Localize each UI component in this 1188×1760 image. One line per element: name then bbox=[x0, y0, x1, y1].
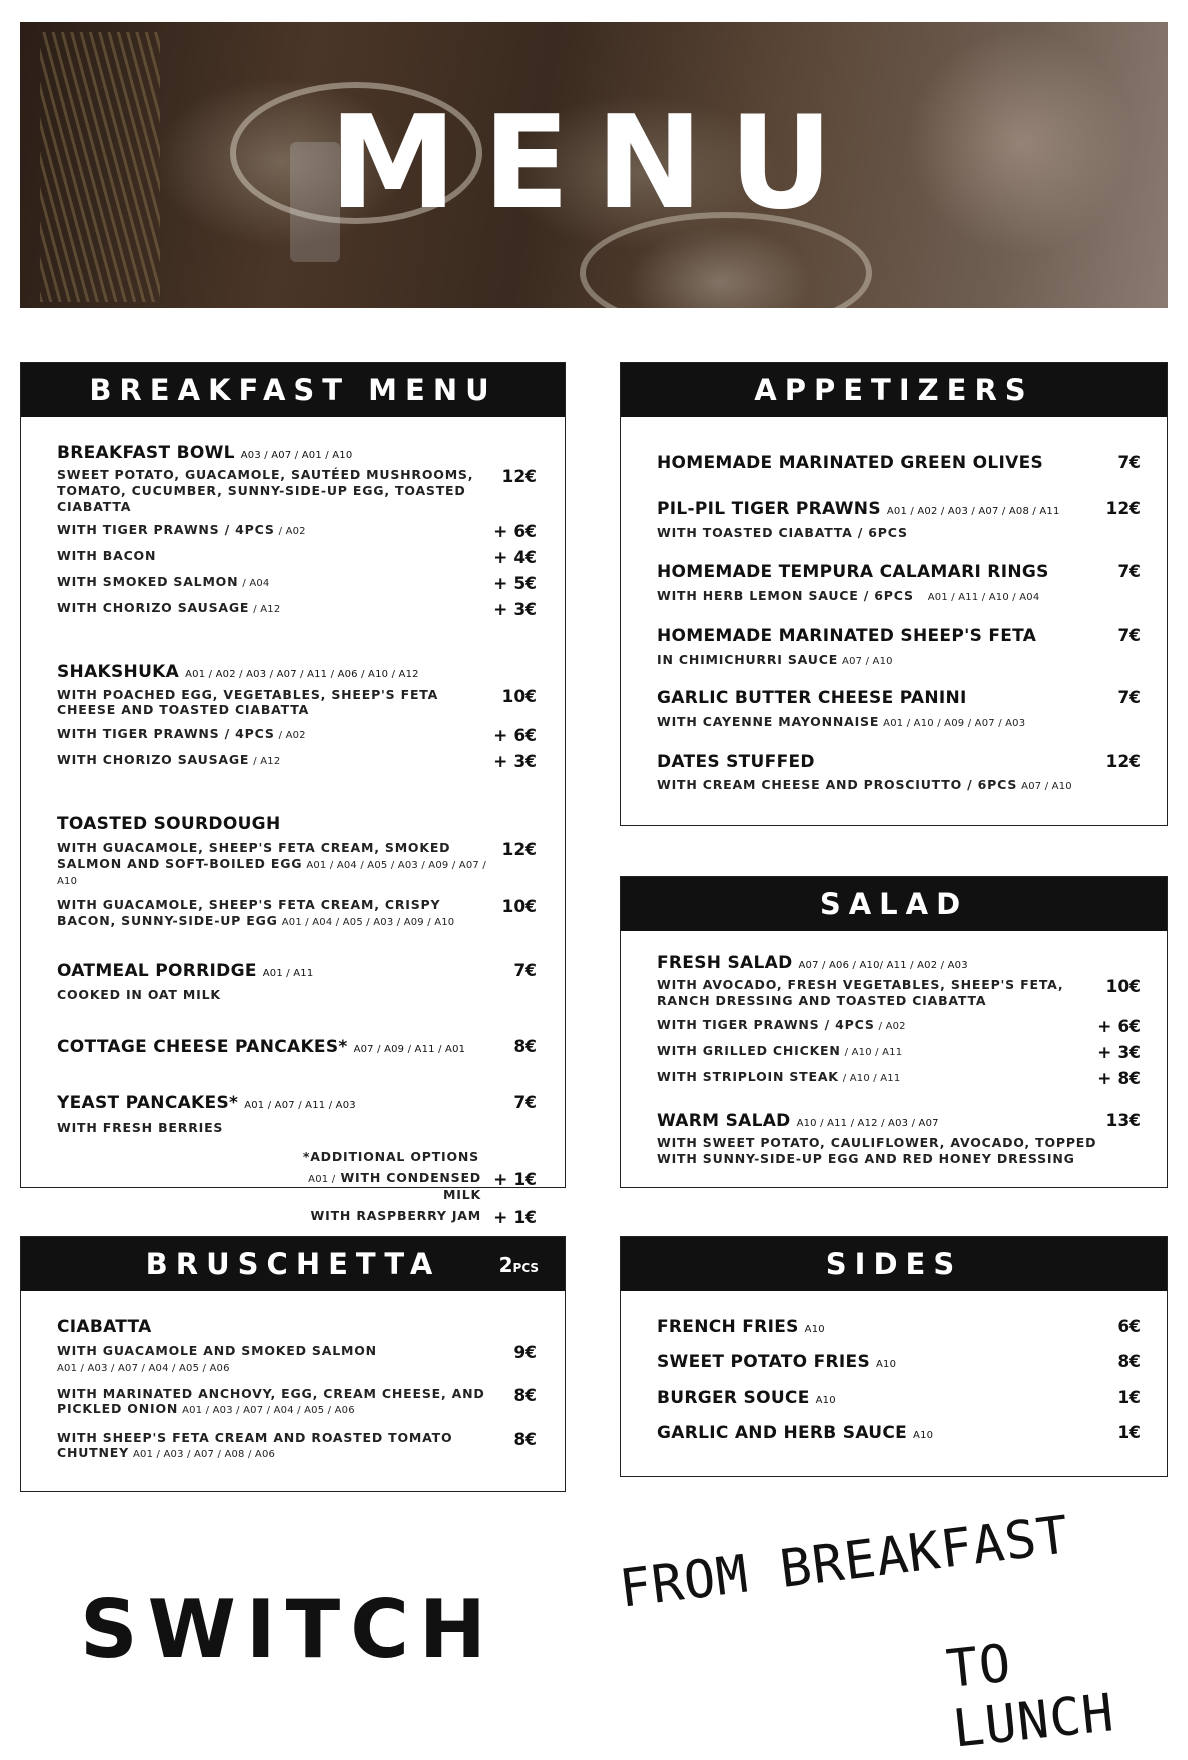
item-name: CIABATTA bbox=[57, 1317, 152, 1337]
additional-option: WITH RASPBERRY JAM bbox=[310, 1208, 481, 1224]
extra-option: WITH SMOKED SALMON / A04 bbox=[57, 574, 270, 590]
item-name: FRESH SALAD A07 / A06 / A10/ A11 / A02 / A03 bbox=[657, 953, 968, 973]
extra-price: + 3€ bbox=[493, 600, 537, 621]
menu-item bbox=[657, 1089, 1141, 1167]
item-description: WITH FRESH BERRIES bbox=[57, 1119, 224, 1135]
item-price: 10€ bbox=[1105, 977, 1141, 998]
item-name: GARLIC AND HERB SAUCE A10 bbox=[657, 1423, 934, 1444]
extra-price: + 8€ bbox=[1097, 1068, 1141, 1089]
menu-item bbox=[57, 772, 537, 929]
extra-option: WITH STRIPLOIN STEAK / A10 / A11 bbox=[657, 1068, 901, 1084]
item-description: WITH GUACAMOLE, SHEEP'S FETA CREAM, CRISPY BACON, SUNNY-SIDE-UP EGG A01 / A04 / A05 / A03 / A09 / A10 bbox=[57, 896, 455, 928]
tagline-line2: TO LUNCH bbox=[943, 1633, 1117, 1760]
extra-option: WITH GRILLED CHICKEN / A10 / A11 bbox=[657, 1042, 903, 1058]
menu-item bbox=[657, 668, 1141, 730]
item-name: YEAST PANCAKES* A01 / A07 / A11 / A03 bbox=[57, 1093, 356, 1114]
additional-title: *ADDITIONAL OPTIONS bbox=[302, 1149, 479, 1165]
menu-item bbox=[657, 1317, 1141, 1337]
item-price: 1€ bbox=[1117, 1423, 1141, 1444]
item-name: FRENCH FRIES A10 bbox=[657, 1317, 825, 1337]
section-header bbox=[21, 363, 565, 417]
item-description: WITH CREAM CHEESE AND PROSCIUTTO / 6PCS A07 / A10 bbox=[657, 777, 1072, 793]
item-price: 12€ bbox=[501, 467, 537, 488]
additional-price: + 1€ bbox=[493, 1170, 537, 1191]
extra-price: + 3€ bbox=[1097, 1042, 1141, 1063]
item-description: SWEET POTATO, GUACAMOLE, SAUTÉED MUSHROOMS, TOMATO, CUCUMBER, SUNNY-SIDE-UP EGG, TOASTED CIABATTA bbox=[57, 467, 474, 514]
item-name: WARM SALAD A10 / A11 / A12 / A03 / A07 bbox=[657, 1110, 939, 1131]
section-title: SIDES bbox=[825, 1247, 963, 1281]
item-price: 7€ bbox=[513, 1093, 537, 1114]
item-price: 10€ bbox=[501, 686, 537, 707]
item-name: OATMEAL PORRIDGE A01 / A11 bbox=[57, 961, 314, 982]
extra-option: WITH CHORIZO SAUSAGE / A12 bbox=[57, 600, 281, 616]
item-price: 1€ bbox=[1117, 1387, 1141, 1408]
section-title: BRUSCHETTA bbox=[145, 1247, 441, 1281]
item-price: 8€ bbox=[513, 1429, 537, 1450]
menu-item bbox=[657, 1423, 1141, 1443]
menu-item bbox=[657, 417, 1141, 473]
item-name: HOMEMADE MARINATED SHEEP'S FETA bbox=[657, 626, 1037, 647]
section-title: BREAKFAST MENU bbox=[89, 373, 497, 407]
appetizers-body bbox=[621, 417, 1167, 794]
item-price: 9€ bbox=[513, 1343, 537, 1364]
menu-item bbox=[657, 540, 1141, 604]
item-price: 7€ bbox=[1117, 562, 1141, 583]
sides-section bbox=[620, 1236, 1168, 1477]
item-price: 10€ bbox=[501, 896, 537, 917]
item-name: HOMEMADE TEMPURA CALAMARI RINGS bbox=[657, 562, 1049, 583]
item-price: 7€ bbox=[513, 961, 537, 982]
brand-logo: SWITCH bbox=[80, 1583, 496, 1676]
item-price: 12€ bbox=[1105, 499, 1141, 520]
extra-price: + 6€ bbox=[493, 522, 537, 543]
extra-price: + 5€ bbox=[493, 574, 537, 595]
item-price: 12€ bbox=[501, 840, 537, 861]
section-header bbox=[621, 877, 1167, 931]
item-description: WITH AVOCADO, FRESH VEGETABLES, SHEEP'S FETA, RANCH DRESSING AND TOASTED CIABATTA bbox=[657, 977, 1064, 1009]
section-header bbox=[21, 1237, 565, 1291]
additional-option: A01 / WITH CONDENSED MILK bbox=[308, 1170, 481, 1202]
item-name: GARLIC BUTTER CHEESE PANINI bbox=[657, 688, 967, 709]
item-description: WITH SHEEP'S FETA CREAM AND ROASTED TOMATO CHUTNEY A01 / A03 / A07 / A08 / A06 bbox=[57, 1429, 453, 1461]
hero-banner bbox=[20, 22, 1168, 308]
item-description: WITH POACHED EGG, VEGETABLES, SHEEP'S FETA CHEESE AND TOASTED CIABATTA bbox=[57, 686, 439, 718]
breakfast-body bbox=[21, 417, 565, 1228]
item-name: HOMEMADE MARINATED GREEN OLIVES bbox=[657, 453, 1044, 473]
sides-body bbox=[621, 1291, 1167, 1444]
item-name: PIL-PIL TIGER PRAWNS A01 / A02 / A03 / A07 / A08 / A11 bbox=[657, 499, 1060, 520]
allergen-codes: A03 / A07 / A01 / A10 bbox=[240, 450, 353, 461]
menu-item bbox=[657, 473, 1141, 540]
menu-item bbox=[57, 620, 537, 772]
additional-price: + 1€ bbox=[493, 1208, 537, 1229]
salad-section bbox=[620, 876, 1168, 1188]
tagline-line1: FROM BREAKFAST bbox=[616, 1505, 1073, 1620]
item-description: WITH CAYENNE MAYONNAISE A01 / A10 / A09 / A07 / A03 bbox=[657, 713, 1026, 729]
menu-item bbox=[657, 604, 1141, 668]
item-price: 7€ bbox=[1117, 453, 1141, 473]
item-description: WITH GUACAMOLE, SHEEP'S FETA CREAM, SMOKED SALMON AND SOFT-BOILED EGG A01 / A04 / A05 / A03 / A09 / A07 / A10 bbox=[57, 840, 486, 888]
item-description: WITH TOASTED CIABATTA / 6PCS bbox=[657, 524, 908, 540]
item-price: 8€ bbox=[1117, 1352, 1141, 1373]
section-title: SALAD bbox=[819, 887, 969, 921]
extra-option: WITH TIGER PRAWNS / 4PCS / A02 bbox=[57, 522, 306, 538]
pieces-badge: 2PCS bbox=[498, 1253, 539, 1277]
item-price: 7€ bbox=[1117, 626, 1141, 647]
menu-item bbox=[57, 417, 537, 620]
menu-item bbox=[657, 730, 1141, 794]
item-price: 6€ bbox=[1117, 1317, 1141, 1337]
item-description: WITH SWEET POTATO, CAULIFLOWER, AVOCADO, TOPPED WITH SUNNY-SIDE-UP EGG AND RED HONEY DRESSING bbox=[657, 1135, 1097, 1166]
section-header bbox=[621, 363, 1167, 417]
item-name: SWEET POTATO FRIES A10 bbox=[657, 1352, 897, 1373]
breakfast-section bbox=[20, 362, 566, 1229]
bruschetta-section bbox=[20, 1236, 566, 1492]
menu-item bbox=[657, 1352, 1141, 1372]
allergen-codes: A01 / A02 / A03 / A07 / A11 / A06 / A10 / A12 bbox=[185, 669, 419, 681]
menu-item bbox=[57, 929, 537, 1003]
extra-price: + 4€ bbox=[493, 548, 537, 569]
item-description: WITH HERB LEMON SAUCE / 6PCS A01 / A11 / A10 / A04 bbox=[657, 587, 1040, 603]
item-name: COTTAGE CHEESE PANCAKES* A07 / A09 / A11 / A01 bbox=[57, 1037, 466, 1058]
extra-option: WITH BACON bbox=[57, 548, 157, 564]
menu-item bbox=[657, 1388, 1141, 1408]
menu-item bbox=[57, 1057, 537, 1135]
item-name: BURGER SOUCE A10 bbox=[657, 1387, 836, 1408]
item-price: 13€ bbox=[1105, 1110, 1141, 1131]
tagline bbox=[616, 1505, 1180, 1760]
extra-option: WITH CHORIZO SAUSAGE / A12 bbox=[57, 751, 281, 767]
menu-item bbox=[57, 1003, 537, 1057]
extra-price: + 6€ bbox=[493, 725, 537, 746]
item-name: BREAKFAST BOWL A03 / A07 / A01 / A10 bbox=[57, 443, 353, 463]
extra-price: + 3€ bbox=[493, 751, 537, 772]
extra-option: WITH TIGER PRAWNS / 4PCS / A02 bbox=[657, 1016, 906, 1032]
extra-price: + 6€ bbox=[1097, 1016, 1141, 1037]
salad-body bbox=[621, 931, 1167, 1166]
item-name: SHAKSHUKA A01 / A02 / A03 / A07 / A11 / A06 / A10 / A12 bbox=[57, 662, 419, 683]
additional-options bbox=[57, 1149, 537, 1228]
item-price: 8€ bbox=[513, 1037, 537, 1058]
item-price: 12€ bbox=[1105, 752, 1141, 773]
extra-option: WITH TIGER PRAWNS / 4PCS / A02 bbox=[57, 725, 306, 741]
item-description: WITH MARINATED ANCHOVY, EGG, CREAM CHEESE, AND PICKLED ONION A01 / A03 / A07 / A04 / A05 / A06 bbox=[57, 1385, 485, 1417]
menu-title: MENU bbox=[329, 89, 859, 238]
item-description: COOKED IN OAT MILK bbox=[57, 987, 221, 1003]
appetizers-section bbox=[620, 362, 1168, 826]
menu-item bbox=[657, 931, 1141, 1089]
item-price: 8€ bbox=[513, 1385, 537, 1406]
item-description: IN CHIMICHURRI SAUCE A07 / A10 bbox=[657, 651, 893, 667]
item-name: TOASTED SOURDOUGH bbox=[57, 813, 281, 834]
section-header bbox=[621, 1237, 1167, 1291]
item-description: WITH GUACAMOLE AND SMOKED SALMON A01 / A03 / A07 / A04 / A05 / A06 bbox=[57, 1343, 377, 1375]
item-name: DATES STUFFED bbox=[657, 752, 815, 773]
item-price: 7€ bbox=[1117, 688, 1141, 709]
bruschetta-body bbox=[21, 1291, 565, 1462]
section-title: APPETIZERS bbox=[754, 373, 1034, 407]
